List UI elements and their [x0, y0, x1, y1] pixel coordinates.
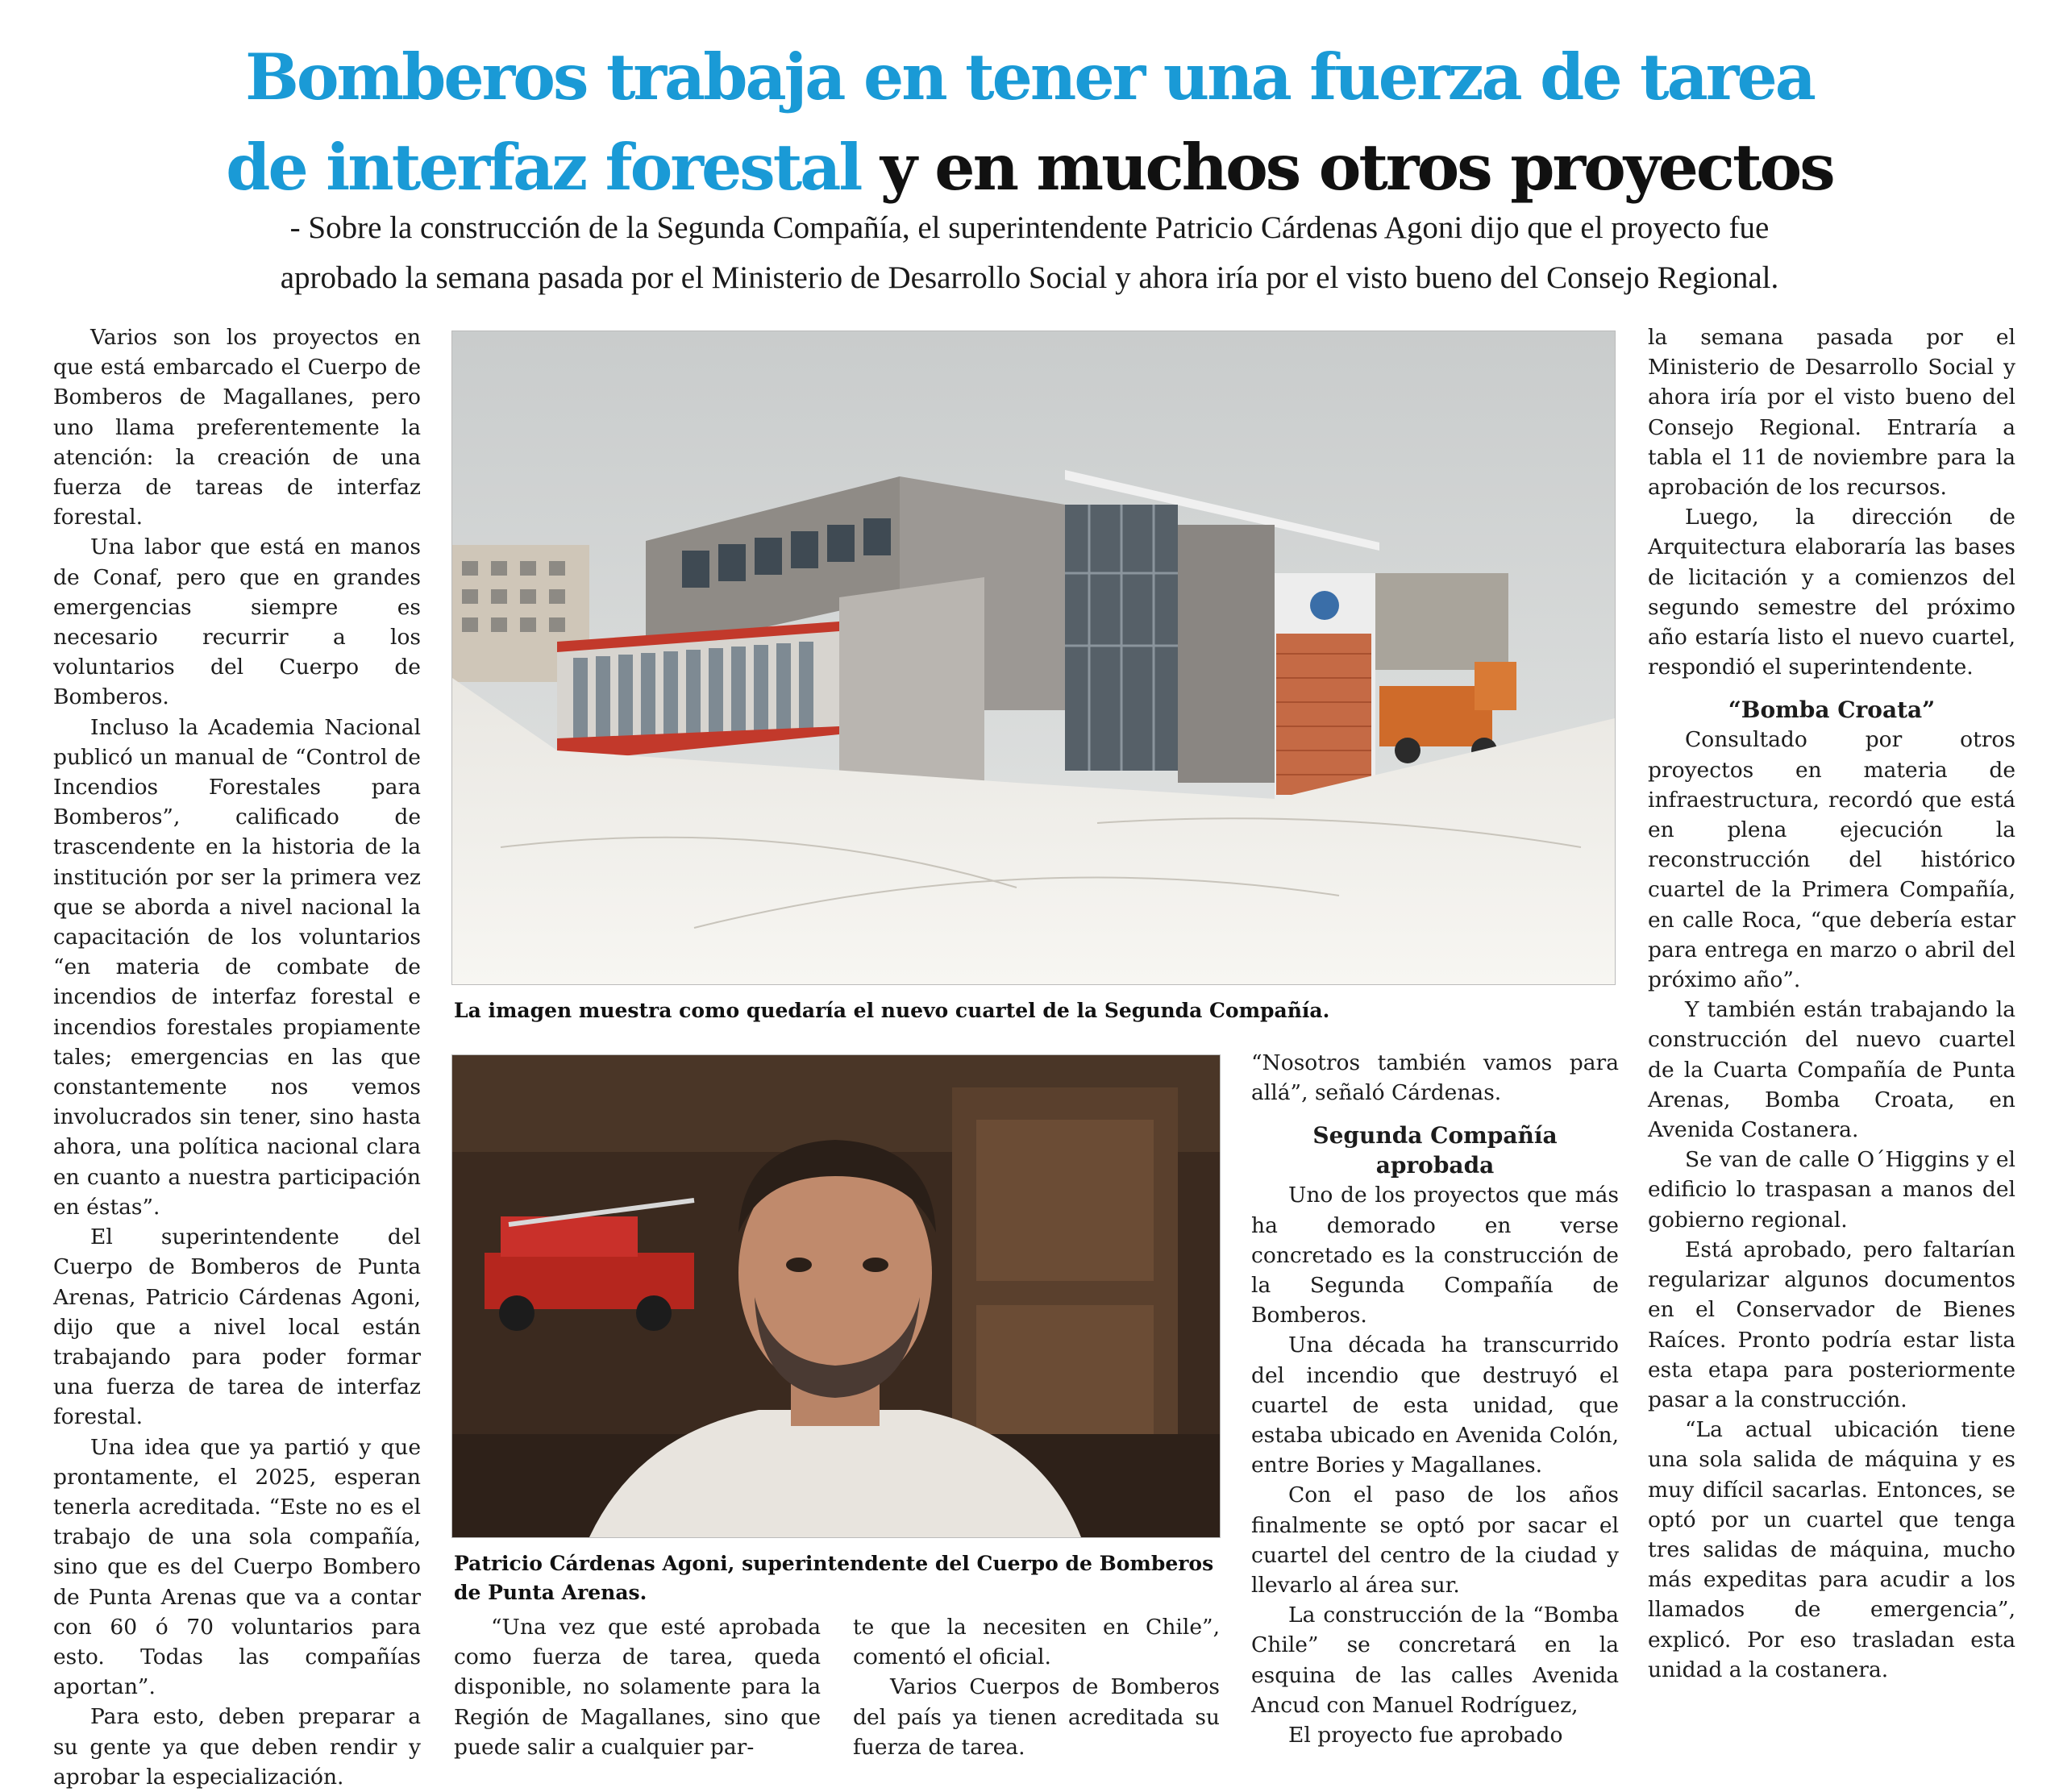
paragraph: Incluso la Academia Nacional publicó un manual de “Control de Incendios Forestales para Bomberos”, calificado de trascendente en la historia de la institución por ser la primera vez que se aborda a nivel nacional la capacitación de los voluntarios “en materia de combate de incendios de interfaz forestal e incendios forestales propiamente tales; emergencias en las que constantemente nos vemos involucrados sin tener, sino hasta ahora, una política nacional clara en cuanto a nuestra participación en éstas”.	[53, 714, 421, 1220]
paragraph: Consultado por otros proyectos en materia de infraestructura, recordó que está en plena ejecución la reconstrucción del histórico cuartel de la Primera Compañía, en calle Roca, “que debería estar para entrega en marzo o abril del próximo año”.	[1648, 727, 2015, 993]
fire-station-illustration	[452, 331, 1615, 984]
article-column-4	[1251, 1048, 1619, 1750]
headline-line-2	[0, 123, 2059, 213]
paragraph: Y también están trabajando la construcción del nuevo cuartel de la Cuarta Compañía de Punta Arenas, Bomba Croata, en Avenida Costanera.	[1648, 997, 2015, 1143]
paragraph: “La actual ubicación tiene una sola salida de máquina y es muy difícil sacarlas. Entonces, se optó por un cuartel que tenga tres salidas de máquina, mucho más expeditas para acudir a los llamados de emergencia”, explicó. Por eso trasladan esta unidad a la costanera.	[1648, 1417, 2015, 1682]
subheadline-line-2: aprobado la semana pasada por el Ministerio de Desarrollo Social y ahora iría por el visto bueno del Consejo Regional.	[280, 260, 1779, 295]
paragraph: Para esto, deben preparar a su gente ya que deben rendir y aprobar la especialización.	[53, 1704, 421, 1790]
section-heading: Segunda Compañía aprobada	[1312, 1122, 1558, 1179]
photo-caption-2: Patricio Cárdenas Agoni, superintendente del Cuerpo de Bomberos de Punta Arenas.	[454, 1552, 1214, 1604]
portrait-photo	[451, 1054, 1221, 1538]
paragraph: El superintendente del Cuerpo de Bomberos de Punta Arenas, Patricio Cárdenas Agoni, dijo que a nivel local están trabajando para poder formar una fuerza de tarea de interfaz forestal.	[53, 1224, 421, 1430]
paragraph: El proyecto fue aprobado	[1288, 1723, 1563, 1748]
paragraph: Está aprobado, pero faltarían regularizar algunos documentos en el Conservador de Bienes Raíces. Pronto podría estar lista esta etapa para posteriormente pasar a la construcción.	[1648, 1237, 2015, 1412]
paragraph: Luego, la dirección de Arquitectura elaboraría las bases de licitación y a comienzos del segundo semestre del próximo año estaría listo el nuevo cuartel, respondió el superintendente.	[1648, 505, 2015, 680]
article-column-3	[853, 1612, 1220, 1762]
paragraph: Una idea que ya partió y que prontamente, el 2025, esperan tenerla acreditada. “Este no es el trabajo de una sola compañía, sino que es del Cuerpo Bombero de Punta Arenas que va a contar con 60 ó 70 voluntarios para esto. Todas las compañías aportan”.	[53, 1434, 421, 1700]
photo-caption-1: La imagen muestra como quedaría el nuevo cuartel de la Segunda Compañía.	[454, 999, 1330, 1022]
paragraph: “Nosotros también vamos para allá”, señaló Cárdenas.	[1251, 1050, 1619, 1106]
subheadline-line-1: - Sobre la construcción de la Segunda Compañía, el superintendente Patricio Cárdenas Agoni dijo que el proyecto fue	[289, 210, 1770, 245]
headline-line-1: Bomberos trabaja en tener una fuerza de tarea	[245, 39, 1814, 114]
section-heading: “Bomba Croata”	[1728, 696, 1936, 724]
paragraph: Varios Cuerpos de Bomberos del país ya tienen acreditada su fuerza de tarea.	[853, 1674, 1220, 1760]
headline	[0, 32, 2059, 213]
fire-station-photo	[451, 331, 1616, 985]
article-column-5	[1648, 322, 2015, 1685]
paragraph: Varios son los proyectos en que está embarcado el Cuerpo de Bomberos de Magallanes, pero uno llama preferentemente la atención: la creación de una fuerza de tareas de interfaz forestal.	[53, 325, 421, 530]
paragraph: te que la necesiten en Chile”, comentó el oficial.	[853, 1615, 1220, 1670]
paragraph: Uno de los proyectos que más ha demorado en verse concretado es la construcción de la Segunda Compañía de Bomberos.	[1251, 1183, 1619, 1328]
paragraph: Una década ha transcurrido del incendio que destruyó el cuartel de esta unidad, que estaba ubicado en Avenida Colón, entre Bories y Magallanes.	[1251, 1333, 1619, 1478]
headline-line-2-rest: y en muchos otros proyectos	[860, 130, 1833, 205]
paragraph: “Una vez que esté aprobada como fuerza de tarea, queda disponible, no solamente para la Región de Magallanes, sino que puede salir a cualquier par-	[454, 1615, 821, 1760]
article-column-2	[454, 1612, 821, 1762]
paragraph: la semana pasada por el Ministerio de Desarrollo Social y ahora iría por el visto bueno del Consejo Regional. Entraría a tabla el 11 de noviembre para la aprobación de los recursos.	[1648, 325, 2015, 501]
subheadline	[121, 203, 1938, 303]
portrait-illustration	[452, 1055, 1220, 1537]
headline-line-2-highlight: de interfaz forestal	[226, 130, 861, 205]
article-column-1	[53, 322, 421, 1792]
paragraph: Una labor que está en manos de Conaf, pero que en grandes emergencias siempre es necesario recurrir a los voluntarios del Cuerpo de Bomberos.	[53, 534, 421, 710]
paragraph: Con el paso de los años finalmente se optó por sacar el cuartel del centro de la ciudad y llevarlo al área sur.	[1251, 1482, 1619, 1599]
paragraph: Se van de calle O´Higgins y el edificio lo traspasan a manos del gobierno regional.	[1648, 1147, 2015, 1233]
paragraph: La construcción de la “Bomba Chile” se concretará en la esquina de las calles Avenida Ancud con Manuel Rodríguez,	[1251, 1603, 1619, 1718]
